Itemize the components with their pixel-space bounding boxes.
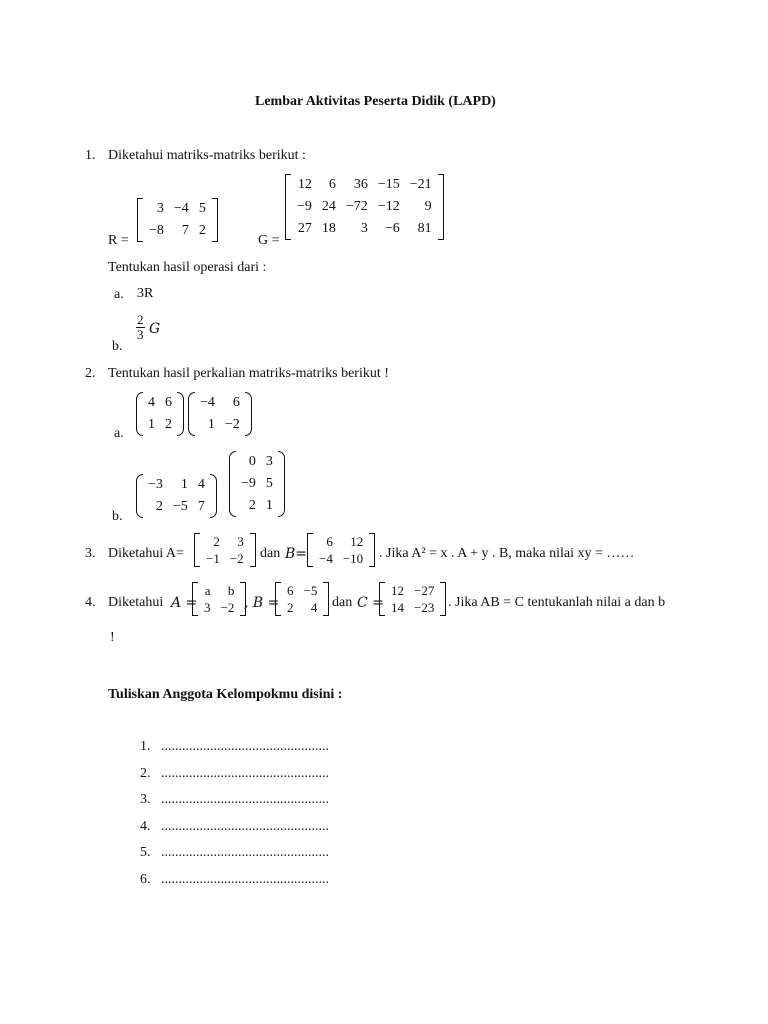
matrix-row [144, 220, 211, 242]
matrix-cell: 3 [156, 201, 164, 216]
member-line [140, 845, 329, 861]
matrix-cell: −2 [220, 600, 235, 615]
matrix-row [386, 582, 439, 599]
matrix-cell: 3 [204, 600, 211, 615]
matrix-cell: 2 [165, 417, 172, 432]
fraction-two-thirds [136, 313, 145, 342]
q1-number: 1. [85, 148, 96, 163]
matrix-cell: −10 [342, 551, 364, 566]
matrix-cell: −5 [172, 499, 188, 514]
matrix-cell: −1 [206, 551, 220, 566]
matrix-cell: 2 [198, 223, 206, 238]
q4-matrix-B [275, 582, 329, 616]
q3-suffix: . Jika A² = x . A + y . B, maka nilai xy = …… [379, 546, 635, 561]
matrix-row [144, 198, 211, 220]
matrix-cell: −6 [384, 221, 400, 236]
member-number: 2. [140, 765, 151, 781]
q4-end: ! [110, 630, 115, 645]
q4-number: 4. [85, 595, 96, 610]
q4-dan: dan [332, 595, 353, 610]
q4-B-label: , B = [244, 595, 280, 611]
matrix-cell: 4 [197, 477, 205, 492]
member-blank-line: ................................................ [161, 739, 329, 754]
q2-b-label: b. [112, 509, 123, 524]
q4-C-label: C = [357, 595, 384, 611]
fraction-denominator: 3 [137, 327, 144, 342]
q1-b-var: G [149, 321, 161, 337]
matrix-row [314, 533, 368, 550]
matrix-cell: 27 [297, 221, 312, 236]
matrix-row [199, 599, 239, 616]
matrix-cell: 2 [287, 600, 294, 615]
matrix-cell: 3 [360, 221, 368, 236]
page-title: Lembar Aktivitas Peserta Didik (LAPD) [255, 94, 496, 109]
matrix-cell: 3 [265, 454, 273, 469]
matrix-row [199, 582, 239, 599]
matrix-row [292, 174, 437, 196]
fraction-numerator: 2 [137, 312, 144, 327]
member-blank-line: ................................................ [161, 818, 329, 834]
member-number: 6. [140, 872, 151, 887]
matrix-cell: −23 [414, 600, 435, 615]
matrix-cell: 14 [391, 600, 404, 615]
matrix-cell: 36 [353, 177, 368, 192]
q1-b-label: b. [112, 339, 123, 354]
member-number: 3. [140, 792, 151, 808]
matrix-row [195, 414, 245, 436]
matrix-cell: 5 [198, 201, 206, 216]
matrix-row [386, 599, 439, 616]
matrix-cell: −9 [297, 199, 312, 214]
matrix-cell: 2 [213, 534, 220, 549]
matrix-row [195, 392, 245, 414]
q1-text: Diketahui matriks-matriks berikut : [108, 148, 306, 163]
matrix-cell: −12 [377, 199, 400, 214]
matrix-row [143, 496, 210, 518]
matrix-row [236, 451, 278, 473]
matrix-R-label: R = [108, 233, 129, 248]
q1-a-text: 3R [137, 286, 154, 301]
member-number: 5. [140, 845, 151, 861]
matrix-cell: −15 [377, 177, 400, 192]
matrix-cell: 12 [350, 534, 364, 549]
matrix-cell: 1 [207, 417, 215, 432]
matrix-cell: 7 [197, 499, 205, 514]
matrix-cell: 2 [248, 498, 256, 513]
q3-matrix-A [194, 533, 256, 567]
matrix-row [143, 474, 210, 496]
matrix-cell: −9 [241, 476, 256, 491]
matrix-cell: 4 [148, 395, 155, 410]
matrix-row [143, 414, 177, 436]
matrix-cell: −2 [224, 417, 240, 432]
matrix-cell: 9 [424, 199, 432, 214]
matrix-cell: −5 [303, 583, 318, 598]
q2-a-label: a. [114, 426, 124, 441]
matrix-cell: 12 [391, 583, 404, 598]
matrix-cell: 1 [180, 477, 188, 492]
q4-matrix-A [192, 582, 246, 616]
q1-task: Tentukan hasil operasi dari : [108, 260, 267, 275]
member-blank-line: ................................................ [161, 845, 329, 861]
matrix-cell: −8 [149, 223, 164, 238]
matrix-cell: 6 [287, 583, 294, 598]
member-number: 1. [140, 739, 151, 754]
matrix-cell: −27 [414, 583, 435, 598]
matrix-cell: 2 [155, 499, 163, 514]
matrix-G [285, 174, 444, 240]
q3-matrix-B [307, 533, 375, 567]
matrix-row [201, 533, 249, 550]
matrix-cell: 6 [328, 177, 336, 192]
q3-number: 3. [85, 546, 96, 561]
q2-b-matrix-2 [229, 451, 285, 517]
matrix-cell: 1 [148, 417, 155, 432]
matrix-cell: −2 [229, 551, 244, 566]
matrix-cell: b [227, 583, 235, 598]
q2-b-matrix-1 [136, 474, 217, 518]
matrix-cell: a [204, 583, 211, 598]
matrix-row [282, 582, 322, 599]
q1-a-label: a. [114, 287, 124, 302]
matrix-row [236, 473, 278, 495]
matrix-cell: 4 [310, 600, 318, 615]
q3-dan: dan [260, 546, 281, 561]
matrix-R [137, 198, 218, 242]
q2-a-matrix-1 [136, 392, 184, 436]
q3-prefix: Diketahui A= [108, 546, 184, 561]
matrix-cell: 12 [297, 177, 312, 192]
member-line [140, 792, 329, 808]
matrix-row [236, 495, 278, 517]
q2-text: Tentukan hasil perkalian matriks-matriks berikut ! [108, 366, 389, 381]
matrix-row [201, 550, 249, 567]
member-blank-line: ................................................ [161, 792, 329, 808]
member-blank-line: ................................................ [161, 765, 329, 781]
matrix-row [292, 196, 437, 218]
matrix-cell: −72 [345, 199, 368, 214]
member-line [140, 766, 329, 782]
members-heading: Tuliskan Anggota Kelompokmu disini : [108, 687, 343, 702]
matrix-cell: 5 [265, 476, 273, 491]
matrix-cell: −4 [173, 201, 189, 216]
member-line [140, 739, 329, 755]
matrix-cell: 6 [326, 534, 333, 549]
matrix-cell: 6 [232, 395, 240, 410]
q4-matrix-C [379, 582, 446, 616]
matrix-row [282, 599, 322, 616]
matrix-cell: 7 [181, 223, 189, 238]
matrix-cell: 81 [417, 221, 432, 236]
matrix-cell: 1 [265, 498, 273, 513]
matrix-cell: 6 [165, 395, 172, 410]
matrix-cell: 18 [321, 221, 336, 236]
q4-suffix: . Jika AB = C tentukanlah nilai a dan b [448, 595, 666, 610]
matrix-cell: −4 [319, 551, 333, 566]
matrix-cell: 24 [321, 199, 336, 214]
q3-B-label: B= [285, 546, 308, 562]
q2-a-matrix-2 [188, 392, 252, 436]
matrix-cell: −3 [148, 477, 163, 492]
matrix-cell: 3 [237, 534, 244, 549]
matrix-row [292, 218, 437, 240]
matrix-cell: −4 [200, 395, 215, 410]
q4-A-label: A = [171, 595, 198, 611]
matrix-row [314, 550, 368, 567]
matrix-cell: −21 [409, 177, 432, 192]
matrix-G-label: G = [258, 233, 280, 248]
matrix-row [143, 392, 177, 414]
member-line [140, 819, 329, 835]
member-number: 4. [140, 818, 151, 834]
q2-number: 2. [85, 366, 96, 381]
member-line [140, 872, 329, 888]
matrix-cell: 0 [248, 454, 256, 469]
q4-prefix: Diketahui [108, 595, 164, 610]
member-blank-line: ................................................ [161, 872, 329, 887]
